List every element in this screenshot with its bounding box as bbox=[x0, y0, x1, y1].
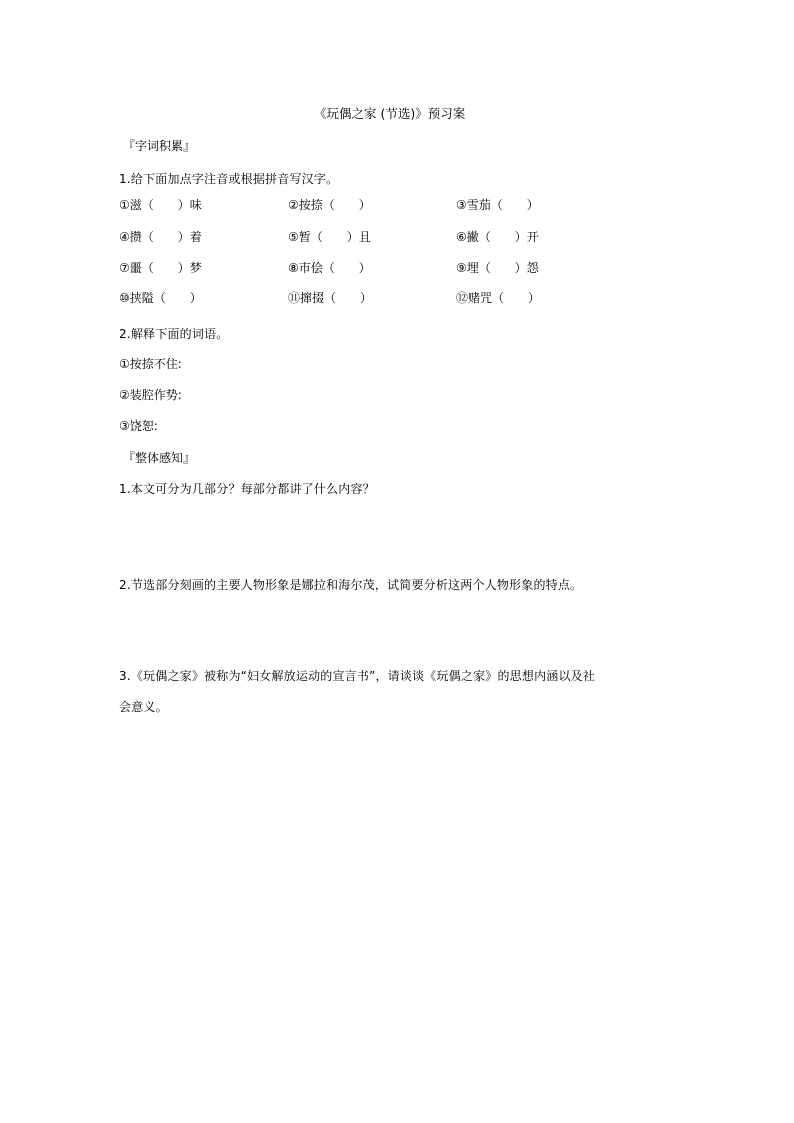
question-3: 1.本文可分为几部分？每部分都讲了什么内容？ bbox=[119, 482, 375, 496]
question-5-line-1: 3.《玩偶之家》被称为“妇女解放运动的宣言书”，请谈谈《玩偶之家》的思想内涵以及社 bbox=[119, 669, 596, 683]
question-1: 1.给下面加点字注音或根据拼音写汉字。 bbox=[119, 172, 339, 186]
page-title: 《玩偶之家 (节选)》预习案 bbox=[314, 106, 466, 121]
pinyin-item-11: ⑪撺掇（ ） bbox=[288, 291, 373, 305]
pinyin-item-10: ⑩挟隘（ ） bbox=[119, 291, 202, 305]
term-2: ②装腔作势: bbox=[119, 388, 182, 402]
pinyin-item-2: ②按捺（ ） bbox=[288, 198, 371, 212]
pinyin-item-7: ⑦噩（ ）梦 bbox=[119, 261, 202, 275]
pinyin-item-12: ⑫赌咒（ ） bbox=[456, 291, 541, 305]
section-heading-vocabulary: 『字词积累』 bbox=[123, 139, 196, 153]
pinyin-item-8: ⑧市侩（ ） bbox=[288, 261, 371, 275]
question-4: 2.节选部分刻画的主要人物形象是娜拉和海尔茂，试简要分析这两个人物形象的特点。 bbox=[119, 578, 583, 592]
question-5-line-2: 会意义。 bbox=[119, 700, 168, 714]
pinyin-item-9: ⑨埋（ ）怨 bbox=[456, 261, 539, 275]
question-2: 2.解释下面的词语。 bbox=[119, 327, 229, 341]
pinyin-item-5: ⑤暂（ ）且 bbox=[288, 230, 371, 244]
pinyin-item-1: ①滋（ ）味 bbox=[119, 198, 202, 212]
section-heading-overall: 『整体感知』 bbox=[123, 451, 196, 465]
term-3: ③饶恕: bbox=[119, 419, 158, 433]
term-1: ①按捺不住: bbox=[119, 357, 182, 371]
pinyin-item-4: ④攒（ ）着 bbox=[119, 230, 202, 244]
pinyin-item-6: ⑥撇（ ）开 bbox=[456, 230, 539, 244]
pinyin-item-3: ③雪茄（ ） bbox=[456, 198, 539, 212]
